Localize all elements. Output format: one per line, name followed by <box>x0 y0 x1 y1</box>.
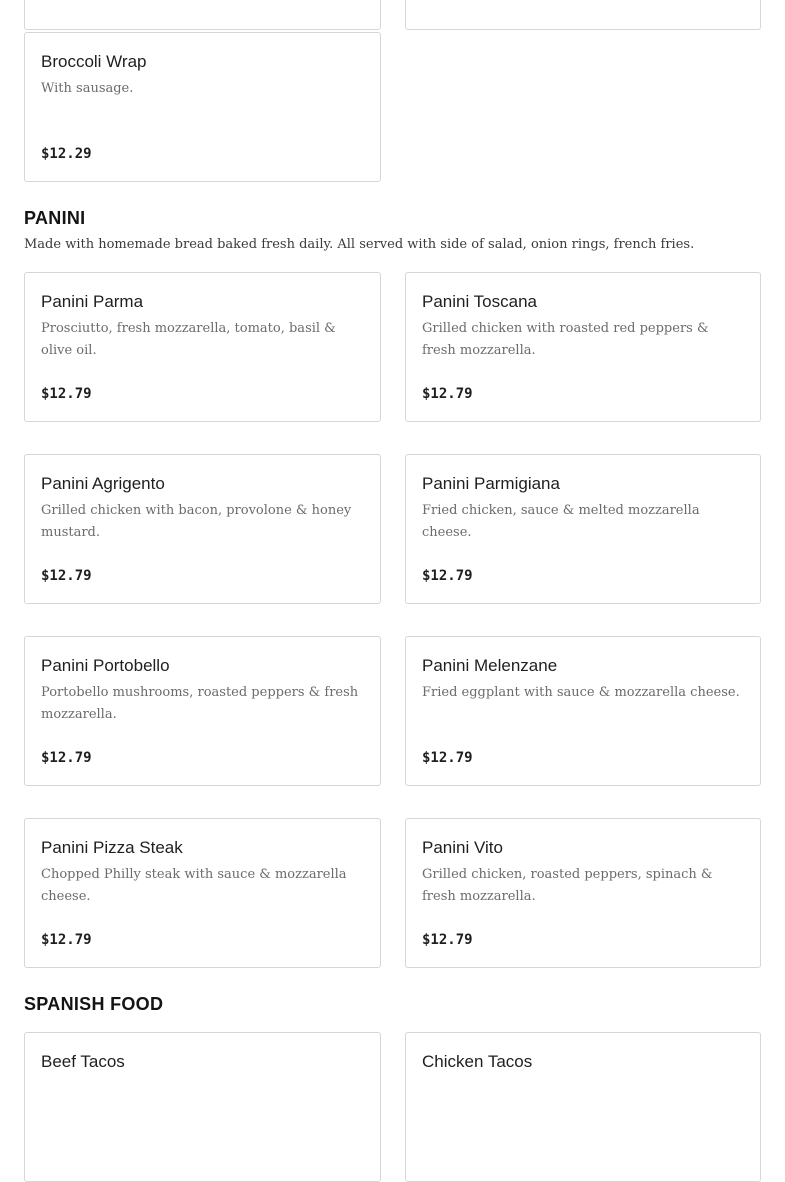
section-header-panini <box>24 207 761 256</box>
menu-item-name: Panini Parmigiana <box>422 474 560 493</box>
section-title: SPANISH FOOD <box>24 994 164 1014</box>
previous-section-last-row <box>24 32 381 182</box>
menu-item-card[interactable] <box>24 32 381 182</box>
previous-section-cut-cards <box>24 0 761 30</box>
menu-item-card[interactable] <box>405 1032 761 1182</box>
menu-item-card-cut[interactable] <box>24 0 381 30</box>
panini-items-grid <box>24 272 761 968</box>
menu-item-description: Grilled chicken with roasted red peppers & fresh mozzarella. <box>422 321 709 358</box>
menu-item-card[interactable] <box>405 272 761 422</box>
menu-item-description: Fried chicken, sauce & melted mozzarella cheese. <box>422 503 700 540</box>
menu-item-name: Panini Vito <box>422 838 503 857</box>
menu-item-card[interactable] <box>24 636 381 786</box>
menu-item-price: $12.79 <box>422 932 473 948</box>
section-header-spanish-food <box>24 993 761 1015</box>
menu-item-name: Panini Pizza Steak <box>41 838 183 857</box>
menu-item-price: $12.79 <box>41 386 92 402</box>
menu-item-name: Panini Portobello <box>41 656 170 675</box>
menu-item-name: Broccoli Wrap <box>41 52 147 71</box>
menu-item-card[interactable] <box>405 636 761 786</box>
menu-item-description: Grilled chicken, roasted peppers, spinach & fresh mozzarella. <box>422 867 713 904</box>
menu-item-price: $12.79 <box>41 932 92 948</box>
section-title: PANINI <box>24 208 86 228</box>
spanish-food-items-grid <box>24 1032 761 1182</box>
menu-item-card[interactable] <box>405 818 761 968</box>
menu-item-description: Fried eggplant with sauce & mozzarella cheese. <box>422 685 740 700</box>
menu-item-card[interactable] <box>405 454 761 604</box>
menu-item-name: Panini Parma <box>41 292 144 311</box>
menu-item-description: Chopped Philly steak with sauce & mozzarella cheese. <box>41 867 347 904</box>
menu-item-price: $12.29 <box>41 146 92 162</box>
menu-item-name: Panini Melenzane <box>422 656 558 675</box>
menu-item-description: Grilled chicken with bacon, provolone & honey mustard. <box>41 503 352 540</box>
menu-item-name: Beef Tacos <box>41 1052 125 1071</box>
menu-item-card[interactable] <box>24 1032 381 1182</box>
menu-item-price: $12.79 <box>422 750 473 766</box>
menu-item-name: Chicken Tacos <box>422 1052 533 1071</box>
menu-item-card[interactable] <box>24 818 381 968</box>
menu-item-price: $12.79 <box>422 386 473 402</box>
menu-item-card-cut[interactable] <box>405 0 761 30</box>
menu-item-name: Panini Agrigento <box>41 474 165 493</box>
menu-item-description: With sausage. <box>41 81 134 96</box>
menu-item-card[interactable] <box>24 272 381 422</box>
menu-item-description: Prosciutto, fresh mozzarella, tomato, basil & olive oil. <box>41 321 336 358</box>
menu-item-name: Panini Toscana <box>422 292 537 311</box>
menu-item-description: Portobello mushrooms, roasted peppers & fresh mozzarella. <box>41 685 359 722</box>
menu-item-price: $12.79 <box>422 568 473 584</box>
menu-item-price: $12.79 <box>41 750 92 766</box>
section-description: Made with homemade bread baked fresh daily. All served with side of salad, onion rings, french fries. <box>24 237 695 252</box>
menu-item-price: $12.79 <box>41 568 92 584</box>
menu-item-card[interactable] <box>24 454 381 604</box>
